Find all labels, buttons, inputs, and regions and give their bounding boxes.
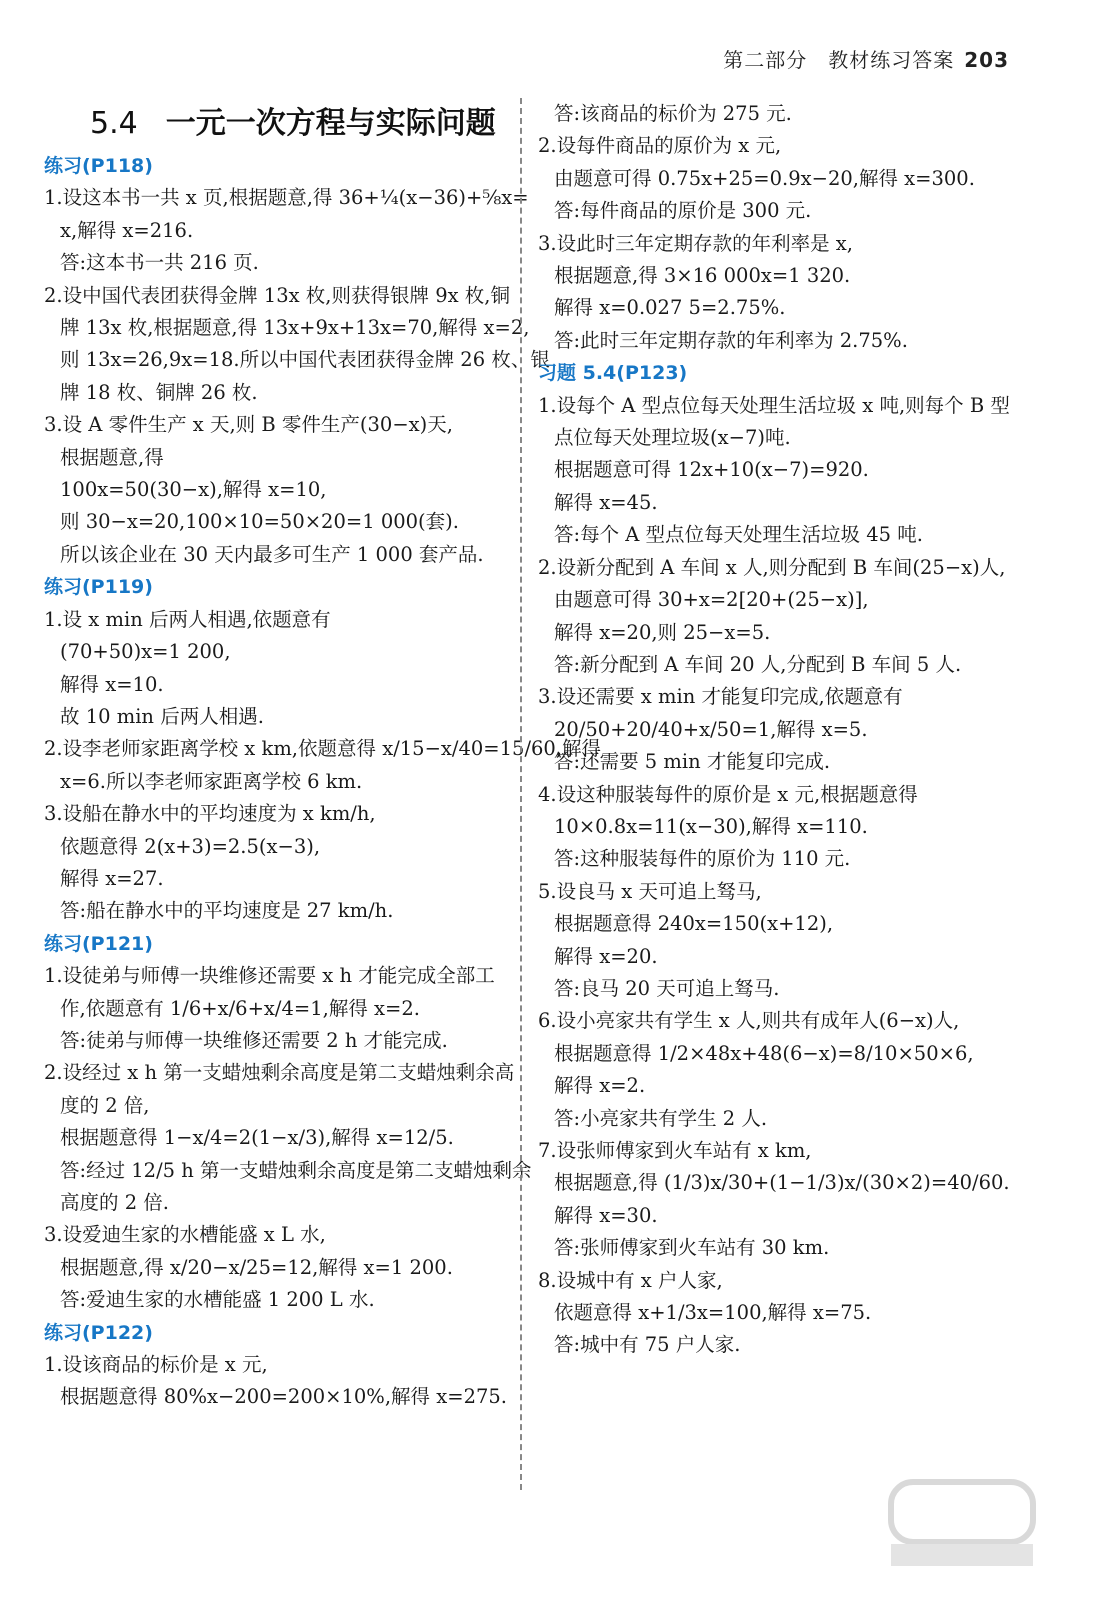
question-line: 2.设每件商品的原价为 x 元,: [538, 134, 782, 158]
question-line: 3.设 A 零件生产 x 天,则 B 零件生产(30−x)天,: [44, 413, 453, 437]
page-number: 203: [964, 48, 1009, 72]
answer-line: 解得 x=2.: [554, 1074, 646, 1098]
exercise-section-heading: 习题 5.4(P123): [538, 362, 688, 385]
question-line: 3.设爱迪生家的水槽能盛 x L 水,: [44, 1223, 326, 1247]
right-column: [538, 98, 1008, 1362]
answer-line: 答:该商品的标价为 275 元.: [554, 102, 792, 125]
question-line: 3.设船在静水中的平均速度为 x km/h,: [44, 802, 376, 826]
answer-line: 答:这本书一共 216 页.: [60, 251, 259, 275]
answer-line: 则 30−x=20,100×10=50×20=1 000(套).: [60, 510, 459, 534]
answer-line: 答:船在静水中的平均速度是 27 km/h.: [60, 899, 394, 923]
question-line: 2.设新分配到 A 车间 x 人,则分配到 B 车间(25−x)人,: [538, 555, 1006, 579]
answer-line: 解得 x=10.: [60, 672, 164, 696]
answer-line: 根据题意得 1/2×48x+48(6−x)=8/10×50×6,: [554, 1041, 974, 1065]
answer-line: 牌 13x 枚,根据题意,得 13x+9x+13x=70,解得 x=2,: [60, 316, 530, 340]
question-line: 1.设 x min 后两人相遇,依题意有: [44, 607, 331, 631]
answer-line: 故 10 min 后两人相遇.: [60, 704, 264, 728]
answer-line: 解得 x=20,则 25−x=5.: [554, 620, 771, 644]
question-line: 1.设徒弟与师傅一块维修还需要 x h 才能完成全部工: [44, 964, 495, 988]
question-line: 8.设城中有 x 户人家,: [538, 1268, 723, 1292]
answer-line: 依题意得 x+1/3x=100,解得 x=75.: [554, 1301, 872, 1325]
left-column: [44, 98, 602, 1414]
answer-line: 解得 x=27.: [60, 866, 164, 890]
answer-line: 由题意可得 0.75x+25=0.9x−20,解得 x=300.: [554, 166, 975, 190]
header-part-label: 第二部分 教材练习答案: [723, 48, 955, 72]
right-answer-lines: [538, 98, 1008, 1362]
answer-line: 答:良马 20 天可追上驽马.: [554, 976, 780, 1000]
question-line: 2.设经过 x h 第一支蜡烛剩余高度是第二支蜡烛剩余高: [44, 1061, 515, 1085]
answer-line: 根据题意,得: [60, 445, 164, 469]
answer-line: 根据题意得 1−x/4=2(1−x/3),解得 x=12/5.: [60, 1126, 454, 1150]
question-line: 2.设中国代表团获得金牌 13x 枚,则获得银牌 9x 枚,铜: [44, 283, 511, 307]
question-line: 1.设每个 A 型点位每天处理生活垃圾 x 吨,则每个 B 型: [538, 393, 1010, 417]
question-line: 4.设这种服装每件的原价是 x 元,根据题意得: [538, 782, 918, 806]
watermark-logo: [887, 1478, 1037, 1570]
column-divider: [520, 98, 522, 1490]
exercise-section-heading: 练习(P119): [44, 576, 153, 599]
question-line: 6.设小亮家共有学生 x 人,则共有成年人(6−x)人,: [538, 1009, 960, 1033]
answer-line: 解得 x=30.: [554, 1203, 658, 1227]
answer-line: x=6.所以李老师家距离学校 6 km.: [60, 769, 363, 793]
answer-line: 100x=50(30−x),解得 x=10,: [60, 478, 327, 502]
answer-line: 答:爱迪生家的水槽能盛 1 200 L 水.: [60, 1288, 375, 1312]
answer-line: 所以该企业在 30 天内最多可生产 1 000 套产品.: [60, 542, 484, 566]
answer-line: 由题意可得 30+x=2[20+(25−x)],: [554, 588, 869, 612]
answer-line: 解得 x=45.: [554, 490, 658, 514]
answer-line: 答:还需要 5 min 才能复印完成.: [554, 750, 831, 774]
answer-line: 依题意得 2(x+3)=2.5(x−3),: [60, 834, 321, 858]
answer-line: 答:每件商品的原价是 300 元.: [554, 199, 812, 223]
section-number: 5.4: [90, 106, 138, 141]
answer-line: 解得 x=20.: [554, 944, 658, 968]
answer-line: 答:徒弟与师傅一块维修还需要 2 h 才能完成.: [60, 1028, 448, 1052]
exercise-section-heading: 练习(P118): [44, 155, 153, 177]
answer-line: 根据题意得 80%x−200=200×10%,解得 x=275.: [60, 1385, 507, 1409]
answer-line: 牌 18 枚、铜牌 26 枚.: [60, 380, 258, 404]
question-line: 1.设这本书一共 x 页,根据题意,得 36+¼(x−36)+⅝x=: [44, 186, 529, 210]
question-line: 1.设该商品的标价是 x 元,: [44, 1353, 268, 1377]
question-line: 3.设此时三年定期存款的年利率是 x,: [538, 231, 853, 255]
answer-line: 点位每天处理垃圾(x−7)吨.: [554, 426, 791, 450]
exercise-section-heading: 练习(P122): [44, 1321, 153, 1344]
answer-line: 根据题意,得 3×16 000x=1 320.: [554, 264, 851, 288]
answer-line: 答:此时三年定期存款的年利率为 2.75%.: [554, 328, 908, 352]
answer-line: 根据题意可得 12x+10(x−7)=920.: [554, 458, 869, 482]
question-line: 2.设李老师家距离学校 x km,依题意得 x/15−x/40=15/60,解得: [44, 737, 602, 761]
left-answer-lines: [44, 150, 602, 1414]
answer-line: 作,依题意有 1/6+x/6+x/4=1,解得 x=2.: [60, 996, 420, 1020]
answer-line: 答:这种服装每件的原价为 110 元.: [554, 847, 851, 871]
section-title-text: 一元一次方程与实际问题: [165, 106, 496, 141]
answer-line: 则 13x=26,9x=18.所以中国代表团获得金牌 26 枚、银: [60, 348, 550, 372]
answer-line: 答:每个 A 型点位每天处理生活垃圾 45 吨.: [554, 523, 923, 547]
answer-line: 答:新分配到 A 车间 20 人,分配到 B 车间 5 人.: [554, 652, 962, 676]
answer-line: 度的 2 倍,: [60, 1093, 150, 1117]
answer-line: 根据题意,得 (1/3)x/30+(1−1/3)x/(30×2)=40/60.: [554, 1171, 1010, 1195]
answer-line: 解得 x=0.027 5=2.75%.: [554, 296, 786, 320]
answer-line: 根据题意得 240x=150(x+12),: [554, 912, 834, 936]
answer-line: x,解得 x=216.: [60, 218, 194, 242]
answer-line: 答:小亮家共有学生 2 人.: [554, 1106, 768, 1130]
page-header: [723, 44, 1009, 73]
question-line: 3.设还需要 x min 才能复印完成,依题意有: [538, 685, 903, 709]
answer-line: 20/50+20/40+x/50=1,解得 x=5.: [554, 717, 868, 741]
answer-line: 答:城中有 75 户人家.: [554, 1333, 741, 1357]
answer-line: (70+50)x=1 200,: [60, 640, 231, 664]
answer-line: 答:经过 12/5 h 第一支蜡烛剩余高度是第二支蜡烛剩余: [60, 1158, 532, 1182]
question-line: 5.设良马 x 天可追上驽马,: [538, 879, 762, 903]
section-title: [44, 98, 502, 150]
answer-line: 答:张师傅家到火车站有 30 km.: [554, 1236, 830, 1260]
answer-line: 10×0.8x=11(x−30),解得 x=110.: [554, 814, 868, 838]
exercise-section-heading: 练习(P121): [44, 932, 153, 955]
question-line: 7.设张师傅家到火车站有 x km,: [538, 1139, 812, 1162]
answer-line: 高度的 2 倍.: [60, 1191, 170, 1214]
answer-line: 根据题意,得 x/20−x/25=12,解得 x=1 200.: [60, 1255, 453, 1279]
